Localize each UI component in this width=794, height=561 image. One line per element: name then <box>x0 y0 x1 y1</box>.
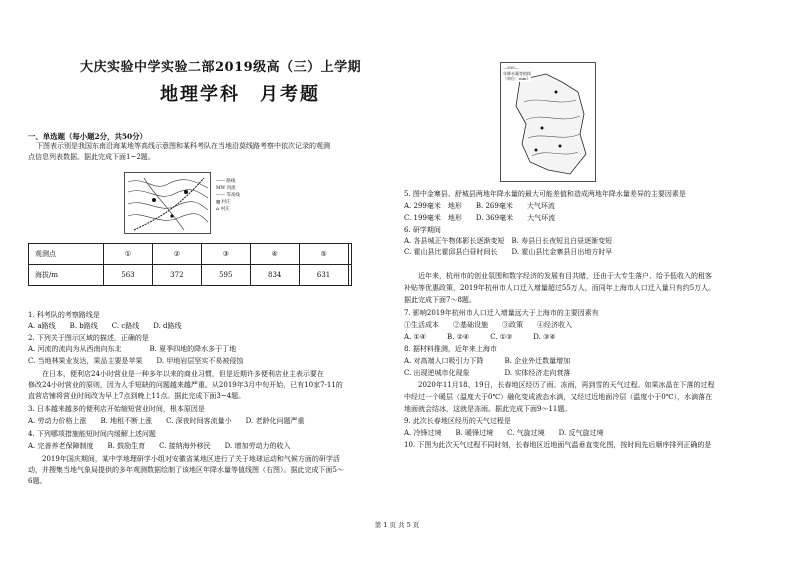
q8: 8. 据材料推测，近年来上海市 <box>404 345 497 353</box>
passage-2-line-2: 修改24小时营业的原则，因为人手短缺的问题越来越严重。从2019年3月中旬开始，已有10家7-11的 <box>28 381 343 389</box>
q6-options-ab: A. 各县城正午物体影长逐渐变短 B. 寿县日长夜短且白昼逐渐变短 <box>404 237 613 245</box>
passage-2-line-1: 在日本，便利店24小时营业是一种多年以来的商业习惯，但是近期许多便利店业主表示要在 <box>28 370 324 378</box>
passage-4-line-3: 据此完成下面7～8题。 <box>404 296 476 304</box>
table-cell: ③ <box>201 244 250 265</box>
q4: 4. 下列哪项措施能短时间内缓解上述问题 <box>28 430 156 438</box>
q6: 6. 研学期间 <box>404 226 441 234</box>
legend-unit: （单位：mm） <box>503 76 531 81</box>
q8-options-ab: A. 对高端人口吸引力下降 B. 企业外迁数量增加 <box>404 357 571 365</box>
table-row <box>29 265 352 286</box>
table-cell <box>348 265 351 286</box>
q2: 2. 下列关于图示区域的描述，正确的是 <box>28 334 149 342</box>
table-header-cell: 观测点 <box>29 244 104 265</box>
passage-5-line-1: 2020年11月18、19日，长春地区经历了雨、冻雨，再到雪的天气过程。如果冰晶在下落的过程 <box>404 381 715 389</box>
q5-options-ab: A. 299毫米 地形 B. 269毫米 大气环流 <box>404 202 555 210</box>
passage-3-line-3: 6题。 <box>28 477 47 485</box>
q5: 5. 图中金寨县、舒城县两地年降水量的最大可能差值和造成两地年降水量差异的主要因素是 <box>404 190 686 198</box>
table-cell: 834 <box>250 265 299 286</box>
table-cell: 372 <box>152 265 201 286</box>
intro-line-1: 下图表示别是我国东南沿海某地等高线示意图和某科考队在当地沿莫线路考察中依次记录的观测 <box>36 142 330 150</box>
q6-options-cd: C. 霍山县比霍邱县白昼时间长 D. 霍山县比金寨县日出地方时早 <box>404 248 613 256</box>
legend-title: —300— <box>503 65 519 70</box>
q4-options: A. 完善养老保障制度 B. 鼓励生育 C. 接纳海外移民 D. 增加劳动力的收入 <box>28 442 291 450</box>
table-cell: 563 <box>104 265 153 286</box>
table-header-cell: 海拔/m <box>29 265 104 286</box>
q5-options-cd: C. 199毫米 地形 D. 369毫米 大气环流 <box>404 214 556 222</box>
contour-map <box>124 172 260 234</box>
legend-isohyet: 年降水量等值线 <box>503 70 531 76</box>
passage-3-line-2: 动，并搜集当地气象局提供的多年观测数据绘制了该地区年降水量等值线图（右图）。据此完成下面5～ <box>28 466 344 474</box>
legend-river: MW 河流 <box>216 186 236 191</box>
q1-options: A. a路线 B. b路线 C. c路线 D. d路线 <box>28 322 182 330</box>
table-cell: ④ <box>250 244 299 265</box>
exam-title: 地理学科 月考题 <box>160 84 320 105</box>
precipitation-map <box>500 62 596 182</box>
passage-4-line-2: 补贴等优惠政策，2019年杭州市人口迁入增量超过55万人，而同年上海市人口迁入量只有约5万人。 <box>404 284 716 292</box>
legend-route: —— 路线 <box>216 179 236 184</box>
q9: 9. 此次长春地区经历的天气过程是 <box>404 417 511 425</box>
q7: 7. 影响2019年杭州市人口迁入增量远大于上海市的主要因素有 <box>404 309 599 317</box>
table-cell: ⑤ <box>299 244 348 265</box>
q7-options: A. ①④ B. ②④ C. ①③ D. ③④ <box>404 333 556 341</box>
table-cell: 631 <box>299 265 348 286</box>
passage-4-line-1: 近年来，杭州市的创业氛围和数字经济的发展有目共睹，还由于大专生落户、给予低收入的租客 <box>404 272 712 280</box>
q2-options-cd: C. 当地林果业发达，果品主要是苹果 D. 甲地岩层坚实不易被侵蚀 <box>28 357 244 365</box>
legend-village-2: ⌂ 村庄 <box>216 207 230 212</box>
table-row <box>29 244 352 265</box>
page-footer: 第 1 页 共 5 页 <box>374 521 420 529</box>
section-heading: 一、单选题（每小题2分，共50分） <box>28 132 147 141</box>
q8-options-cd: C. 出现逆城市化现象 D. 实体经济走向衰落 <box>404 369 571 377</box>
observation-table <box>28 243 352 286</box>
q7-items: ①生活成本 ②基础设施 ③政策 ④经济收入 <box>404 321 572 329</box>
legend-village: ▨ 村庄 <box>216 200 231 205</box>
q3-options: A. 劳动力价格上涨 B. 地租不断上涨 C. 深夜时间客流量小 D. 老龄化问题严重 <box>28 417 305 425</box>
q9-options: A. 冷锋过境 B. 暖锋过境 C. 气旋过境 D. 反气旋过境 <box>404 429 604 437</box>
table-cell <box>348 244 351 265</box>
passage-5-line-3: 地面就会结冰，这就是冻雨。据此完成下面9～11题。 <box>404 405 572 413</box>
school-line: 大庆实验中学实验二部2019级高（三）上学期 <box>80 60 362 75</box>
q1: 1. 科考队的考察路线是 <box>28 311 100 319</box>
passage-3-line-1: 2019年国庆期间，某中学地理研学小组对安徽省某地区进行了关于地球运动和气候方面的研学活 <box>28 455 340 463</box>
table-cell: ② <box>152 244 201 265</box>
q10: 10. 下图为此次天气过程不同时刻，长春地区近地面气温垂直变化图，按时间先后顺序排列正确的是 <box>404 441 712 449</box>
q3: 3. 日本越来越多的便利店开始缩短营业时间，根本原因是 <box>28 405 205 413</box>
table-cell: 595 <box>201 265 250 286</box>
legend-contour: —— 等高线 <box>216 193 240 198</box>
passage-5-line-2: 中经过一个暖层（温度大于0℃）融化变成液态水滴，又经过近地面冷层（温度小于0℃），水滴落在 <box>404 393 713 401</box>
table-cell: ① <box>104 244 153 265</box>
intro-line-2: 点信息列表数据。据此完成下面1~2题。 <box>28 153 155 161</box>
q2-options-ab: A. 河流的流向为从西南向东北 B. 夏季四地的降水多于丁地 <box>28 345 237 353</box>
passage-2-line-3: 直营店铺将营业时间改为早上7点到晚上11点。据此完成下面3~4题。 <box>28 392 246 400</box>
